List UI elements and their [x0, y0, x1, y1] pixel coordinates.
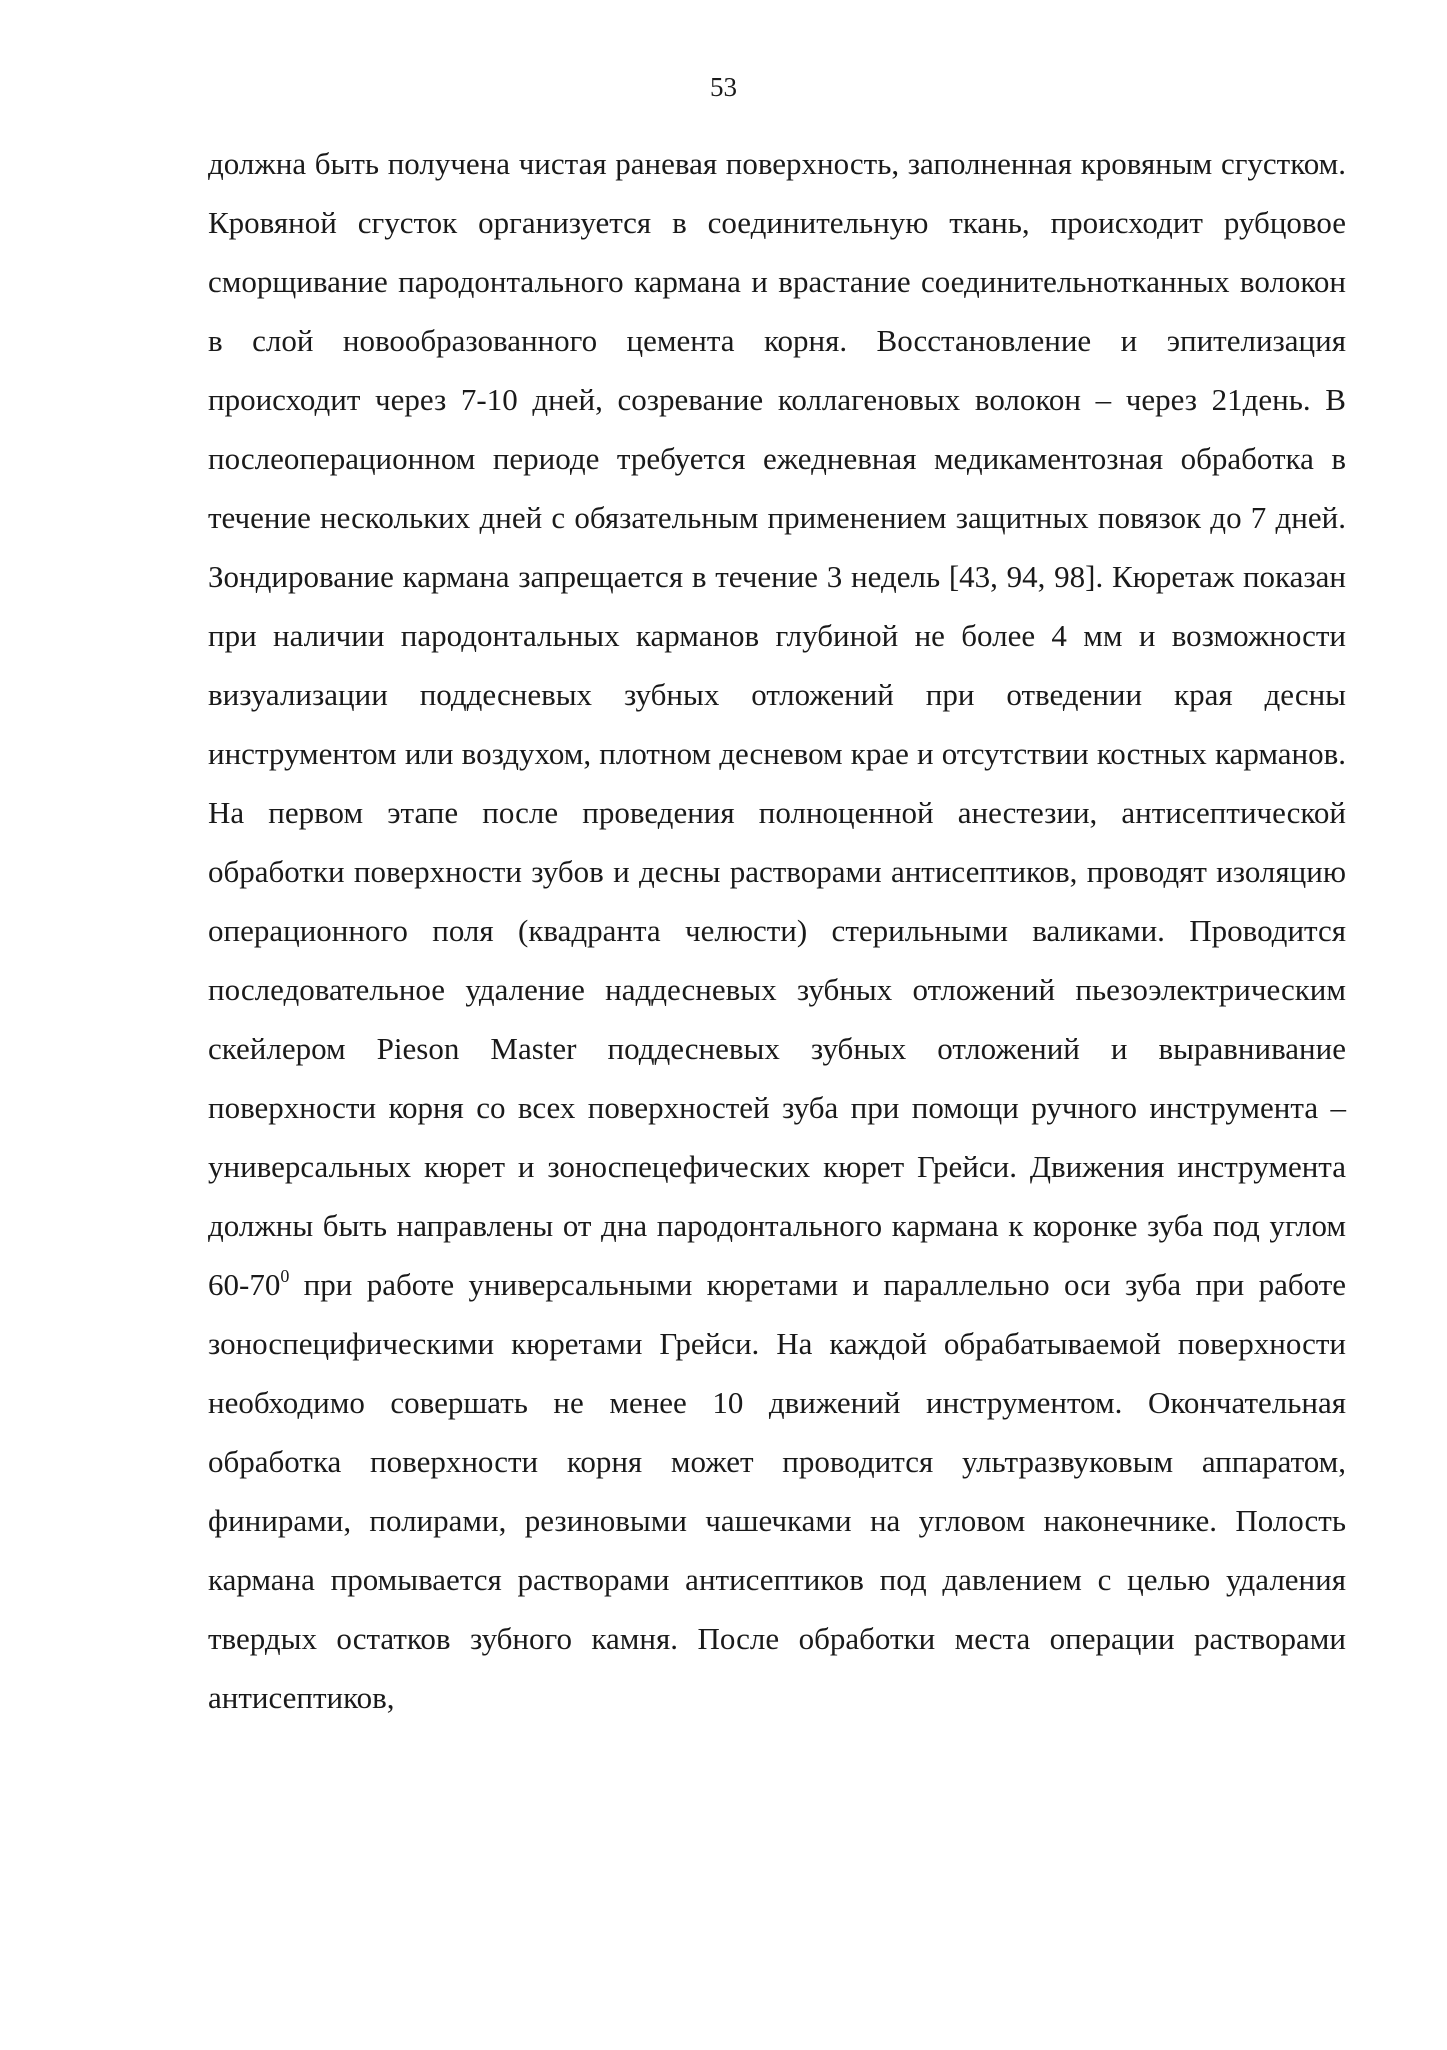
page-number: 53: [710, 72, 737, 102]
paragraph-text-part-2: при работе универсальными кюретами и параллельно оси зуба при работе зоноспецифическими кюретами Грейси. На каждой обрабатываемой поверхности необходимо совершать не менее 10 движений инструментом. Окончательная обработка поверхности корня может проводится ультразвуковым аппаратом, финирами, полирами, резиновыми чашечками на угловом наконечнике. Полость кармана промывается растворами антисептиков под давлением с целью удаления твердых остатков зубного камня. После обработки места операции растворами антисептиков,: [208, 1267, 1346, 1715]
paragraph-text-part-1: должна быть получена чистая раневая поверхность, заполненная кровяным сгустком. Кровяной сгусток организуется в соединительную ткань, происходит рубцовое сморщивание пародонтального кармана и врастание соединительнотканных волокон в слой новообразованного цемента корня. Восстановление и эпителизация происходит через 7-10 дней, созревание коллагеновых волокон – через 21день. В послеоперационном периоде требуется ежедневная медикаментозная обработка в течение нескольких дней с обязательным применением защитных повязок до 7 дней. Зондирование кармана запрещается в течение 3 недель [43, 94, 98]. Кюретаж показан при наличии пародонтальных карманов глубиной не более 4 мм и возможности визуализации поддесневых зубных отложений при отведении края десны инструментом или воздухом, плотном десневом крае и отсутствии костных карманов. На первом этапе после проведения полноценной анестезии, антисептической обработки поверхности зубов и десны растворами антисептиков, проводят изоляцию операционного поля (квадранта челюсти) стерильными валиками. Проводится последовательное удаление наддесневых зубных отложений пьезоэлектрическим скейлером Pieson Master поддесневых зубных отложений и выравнивание поверхности корня со всех поверхностей зуба при помощи ручного инструмента – универсальных кюрет и зоноспецефических кюрет Грейси. Движения инструмента должны быть направлены от дна пародонтального кармана к коронке зуба под углом 60-70: [208, 146, 1346, 1302]
degree-superscript: 0: [280, 1266, 290, 1286]
body-paragraph: [208, 134, 1346, 1727]
